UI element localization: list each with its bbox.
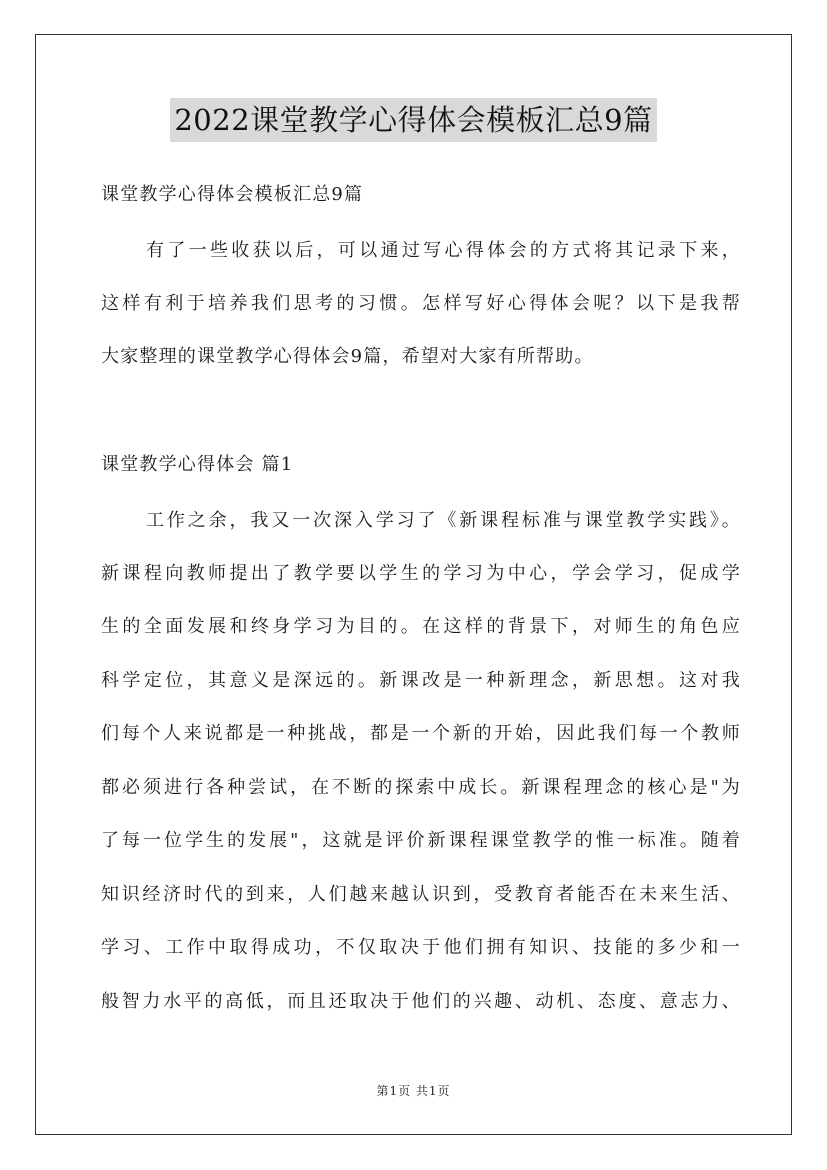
- page-footer: 第1页 共1页: [376, 1084, 451, 1098]
- body-line: 生的全面发展和终身学习为目的。在这样的背景下，对师生的角色应: [101, 616, 741, 637]
- section-heading: 课堂教学心得体会 篇1: [101, 454, 294, 475]
- intro-line: 这样有利于培养我们思考的习惯。怎样写好心得体会呢？以下是我帮: [101, 293, 741, 314]
- body-line: 般智力水平的高低，而且还取决于他们的兴趣、动机、态度、意志力、: [101, 991, 741, 1012]
- document-title: 2022课堂教学心得体会模板汇总9篇: [170, 98, 656, 142]
- document-subtitle: 课堂教学心得体会模板汇总9篇: [101, 184, 364, 205]
- title-wrapper: [0, 98, 827, 142]
- body-line: 学习、工作中取得成功，不仅取决于他们拥有知识、技能的多少和一: [101, 937, 741, 958]
- body-line: 工作之余，我又一次深入学习了《新课程标准与课堂教学实践》。: [146, 510, 741, 531]
- intro-line: 大家整理的课堂教学心得体会9篇，希望对大家有所帮助。: [101, 346, 594, 367]
- body-line: 们每个人来说都是一种挑战，都是一个新的开始，因此我们每一个教师: [101, 723, 741, 744]
- body-line: 科学定位，其意义是深远的。新课改是一种新理念，新思想。这对我: [101, 670, 741, 691]
- body-line: 知识经济时代的到来，人们越来越认识到，受教育者能否在未来生活、: [101, 884, 741, 905]
- body-line: 了每一位学生的发展"，这就是评价新课程课堂教学的惟一标准。随着: [101, 830, 741, 851]
- intro-line: 有了一些收获以后，可以通过写心得体会的方式将其记录下来，: [146, 240, 741, 261]
- body-line: 新课程向教师提出了教学要以学生的学习为中心，学会学习，促成学: [101, 563, 741, 584]
- body-line: 都必须进行各种尝试，在不断的探索中成长。新课程理念的核心是"为: [101, 777, 741, 798]
